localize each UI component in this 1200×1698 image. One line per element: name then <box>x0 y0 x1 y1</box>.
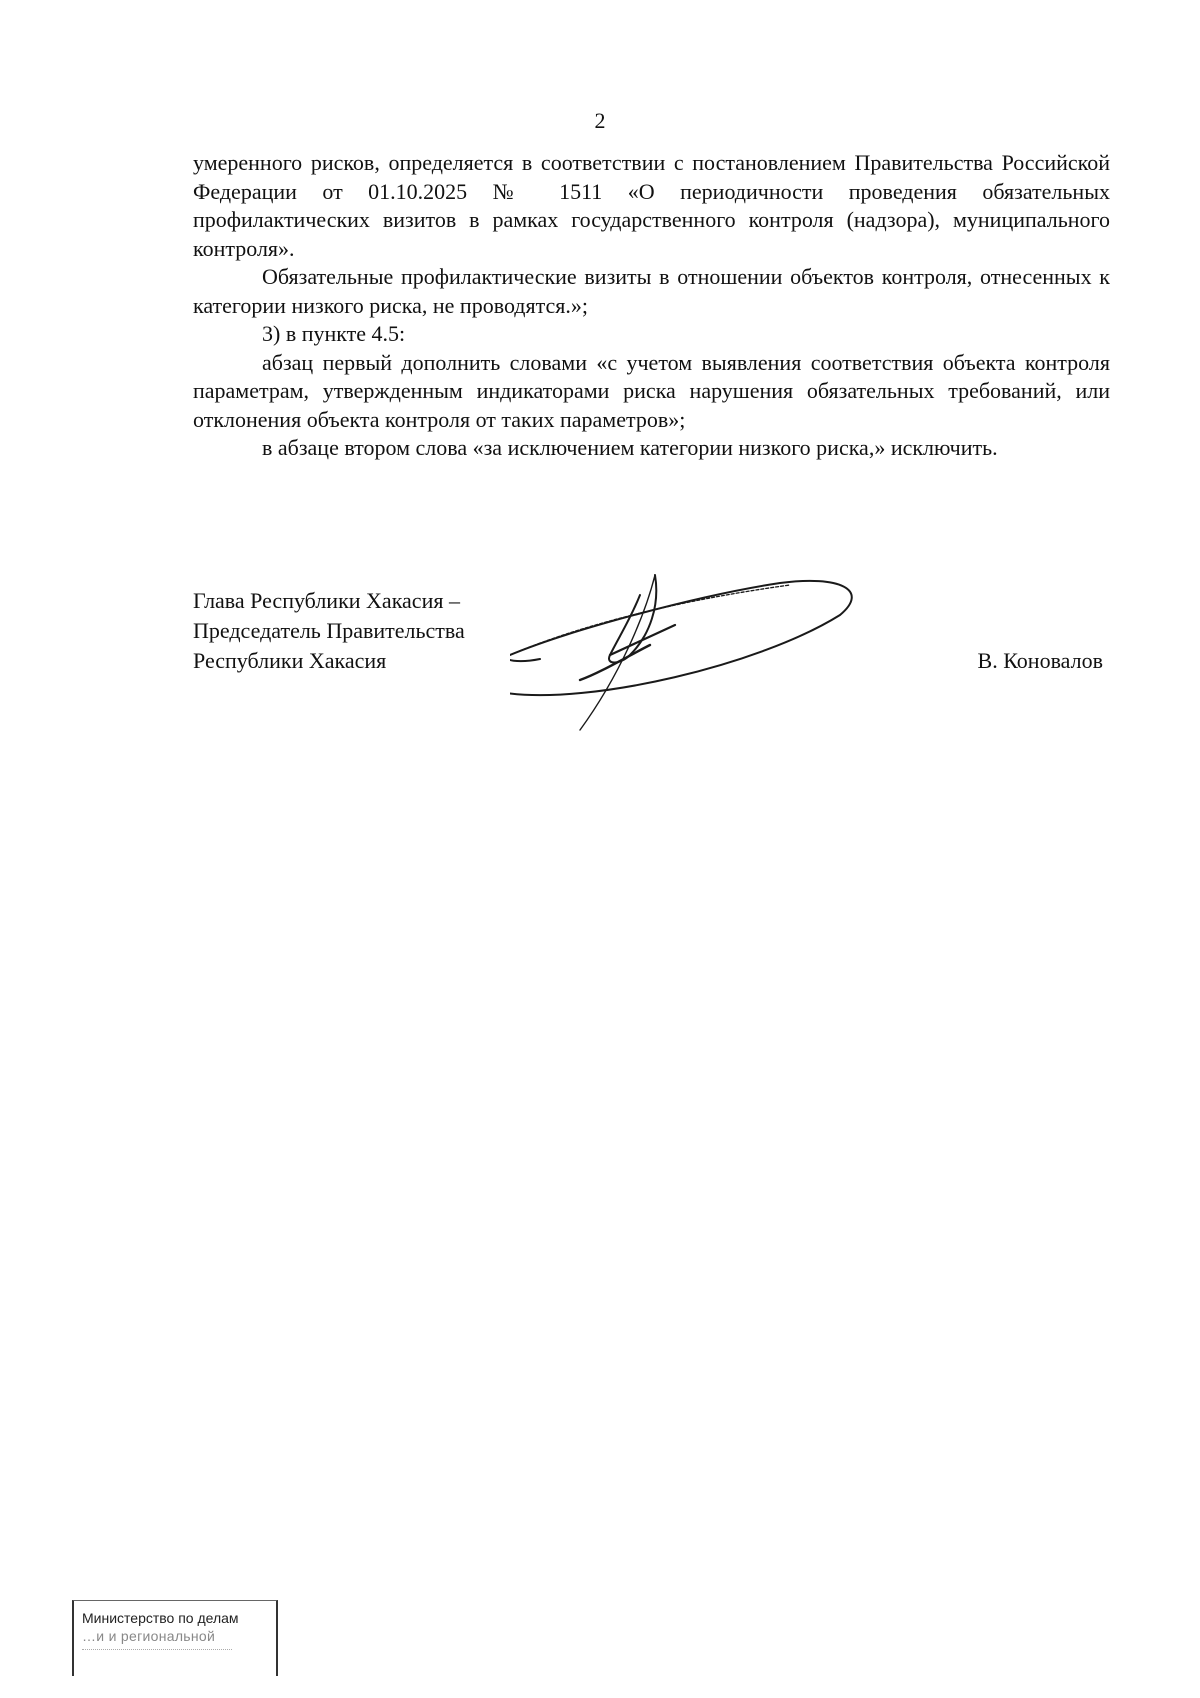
page-number: 2 <box>594 108 606 133</box>
registration-stamp <box>72 1600 278 1676</box>
document-body <box>193 149 1110 463</box>
paragraph-5: в абзаце втором слова «за исключением категории низкого риска,» исключить. <box>262 435 998 460</box>
stamp-illegible-lines <box>82 1649 232 1656</box>
signatory-position <box>193 586 465 676</box>
paragraph-1: умеренного рисков, определяется в соответствии с постановлением Правительства Российской Федерации от 01.10.2025 № 1511 «О периодичности проведения обязательных профилактических визитов в рамках государственного контроля (надзора), муниципального контроля». <box>193 150 1110 261</box>
paragraph-2: Обязательные профилактические визиты в отношении объектов контроля, отнесенных к категории низкого риска, не проводятся.»; <box>193 264 1110 318</box>
handwritten-signature <box>510 555 950 745</box>
paragraph-4: абзац первый дополнить словами «с учетом выявления соответствия объекта контроля параметрам, утвержденным индикаторами риска нарушения обязательных требований, или отклонения объекта контроля от таких параметров»; <box>193 349 1110 432</box>
position-line-2: Председатель Правительства <box>193 618 465 643</box>
stamp-line-2: …и и региональной <box>82 1628 216 1644</box>
stamp-line-1: Министерство по делам <box>82 1610 239 1626</box>
position-line-1: Глава Республики Хакасия – <box>193 588 460 613</box>
position-line-3: Республики Хакасия <box>193 648 387 673</box>
signer-name: В. Коновалов <box>977 648 1103 673</box>
paragraph-3: 3) в пункте 4.5: <box>262 321 406 346</box>
